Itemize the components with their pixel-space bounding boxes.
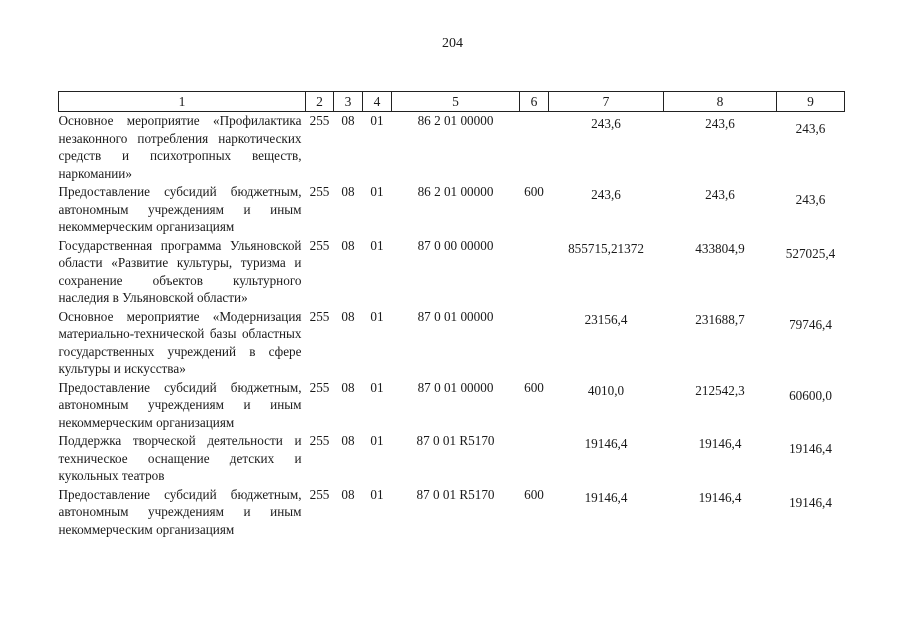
row-value-col8: 433804,9: [695, 240, 745, 256]
header-col-9: 9: [777, 92, 845, 112]
table-row: [59, 432, 845, 486]
table-row: [59, 308, 845, 379]
row-value-col7: 855715,21372: [568, 240, 644, 256]
row-value-col8: 243,6: [705, 116, 735, 131]
row-subsection-code: 01: [370, 486, 384, 502]
row-name: Предоставление субсидий бюджетным, автономным учреждениям и иным некоммерческим организациям: [58, 486, 302, 537]
header-col-2: 2: [306, 92, 334, 112]
row-value-col7: 243,6: [591, 116, 621, 131]
row-section-code: 08: [341, 486, 355, 502]
row-ministry-code: 255: [309, 379, 330, 395]
row-value-col7: 19146,4: [584, 489, 628, 505]
row-section-code: 08: [341, 308, 355, 324]
row-section-code: 08: [341, 237, 355, 253]
row-value-col7: 19146,4: [584, 436, 628, 451]
row-subsection-code: 01: [370, 433, 384, 448]
row-value-col9: 527025,4: [785, 245, 836, 261]
row-value-col8: 19146,4: [698, 489, 742, 505]
row-name: Предоставление субсидий бюджетным, автономным учреждениям и иным некоммерческим организациям: [58, 184, 302, 234]
row-value-col9: 243,6: [795, 121, 826, 136]
row-ministry-code: 255: [309, 237, 330, 253]
row-subsection-code: 01: [370, 308, 384, 324]
row-section-code: 08: [341, 113, 355, 128]
row-target-article: 87 0 00 00000: [417, 237, 494, 253]
table-header: [59, 92, 845, 112]
row-section-code: 08: [341, 433, 355, 448]
row-name: Основное мероприятие «Модернизация материально-технической базы областных государственных учреждений в сфере культуры и искусства»: [58, 308, 302, 376]
row-target-article: 86 2 01 00000: [417, 113, 494, 128]
table-row: [59, 112, 845, 184]
row-value-col8: 243,6: [705, 187, 735, 202]
row-expense-type: [520, 112, 549, 184]
table-row: [59, 379, 845, 433]
row-value-col7: 23156,4: [584, 311, 628, 327]
row-value-col9: 60600,0: [789, 387, 832, 403]
header-col-3: 3: [334, 92, 363, 112]
header-col-5: 5: [392, 92, 520, 112]
row-value-col7: 4010,0: [587, 382, 625, 398]
row-ministry-code: 255: [309, 184, 330, 199]
row-value-col8: 231688,7: [695, 311, 745, 327]
row-subsection-code: 01: [370, 237, 384, 253]
row-value-col9: 19146,4: [789, 494, 832, 510]
row-ministry-code: 255: [309, 308, 330, 324]
header-col-4: 4: [363, 92, 392, 112]
table-row: [59, 486, 845, 540]
table-row: [59, 237, 845, 308]
row-value-col9: 19146,4: [789, 441, 832, 456]
budget-table: [58, 91, 845, 539]
row-expense-type: [520, 308, 549, 379]
header-col-6: 6: [520, 92, 549, 112]
row-name: Предоставление субсидий бюджетным, автономным учреждениям и иным некоммерческим организациям: [58, 379, 302, 430]
row-name: Поддержка творческой деятельности и техническое оснащение детских и кукольных театров: [58, 433, 302, 483]
row-target-article: 87 0 01 R5170: [416, 486, 495, 502]
row-name: Основное мероприятие «Профилактика незаконного потребления наркотических средств и психотропных веществ, наркомании»: [58, 113, 302, 181]
header-row: [59, 92, 845, 112]
row-target-article: 86 2 01 00000: [417, 184, 494, 199]
row-value-col8: 212542,3: [695, 382, 745, 398]
row-ministry-code: 255: [309, 433, 330, 448]
row-subsection-code: 01: [370, 379, 384, 395]
table-body: [59, 112, 845, 540]
row-expense-type: [520, 237, 549, 308]
row-subsection-code: 01: [370, 113, 384, 128]
row-ministry-code: 255: [309, 486, 330, 502]
header-col-7: 7: [549, 92, 664, 112]
row-value-col9: 243,6: [795, 192, 826, 207]
row-name: Государственная программа Ульяновской области «Развитие культуры, туризма и сохранение объектов культурного наследия в Ульяновской области»: [58, 237, 302, 305]
row-target-article: 87 0 01 00000: [417, 308, 494, 324]
row-value-col9: 79746,4: [789, 316, 832, 332]
header-col-8: 8: [664, 92, 777, 112]
page-number: 204: [442, 36, 463, 51]
table-row: [59, 183, 845, 237]
row-expense-type: 600: [524, 379, 544, 395]
row-section-code: 08: [341, 184, 355, 199]
row-section-code: 08: [341, 379, 355, 395]
row-ministry-code: 255: [309, 113, 330, 128]
row-target-article: 87 0 01 R5170: [416, 433, 495, 448]
row-expense-type: 600: [524, 486, 544, 502]
row-value-col7: 243,6: [591, 187, 621, 202]
row-value-col8: 19146,4: [698, 436, 742, 451]
header-col-1: 1: [59, 92, 306, 112]
row-subsection-code: 01: [370, 184, 384, 199]
row-expense-type: 600: [524, 184, 544, 199]
row-target-article: 87 0 01 00000: [417, 379, 494, 395]
row-expense-type: [520, 432, 549, 486]
